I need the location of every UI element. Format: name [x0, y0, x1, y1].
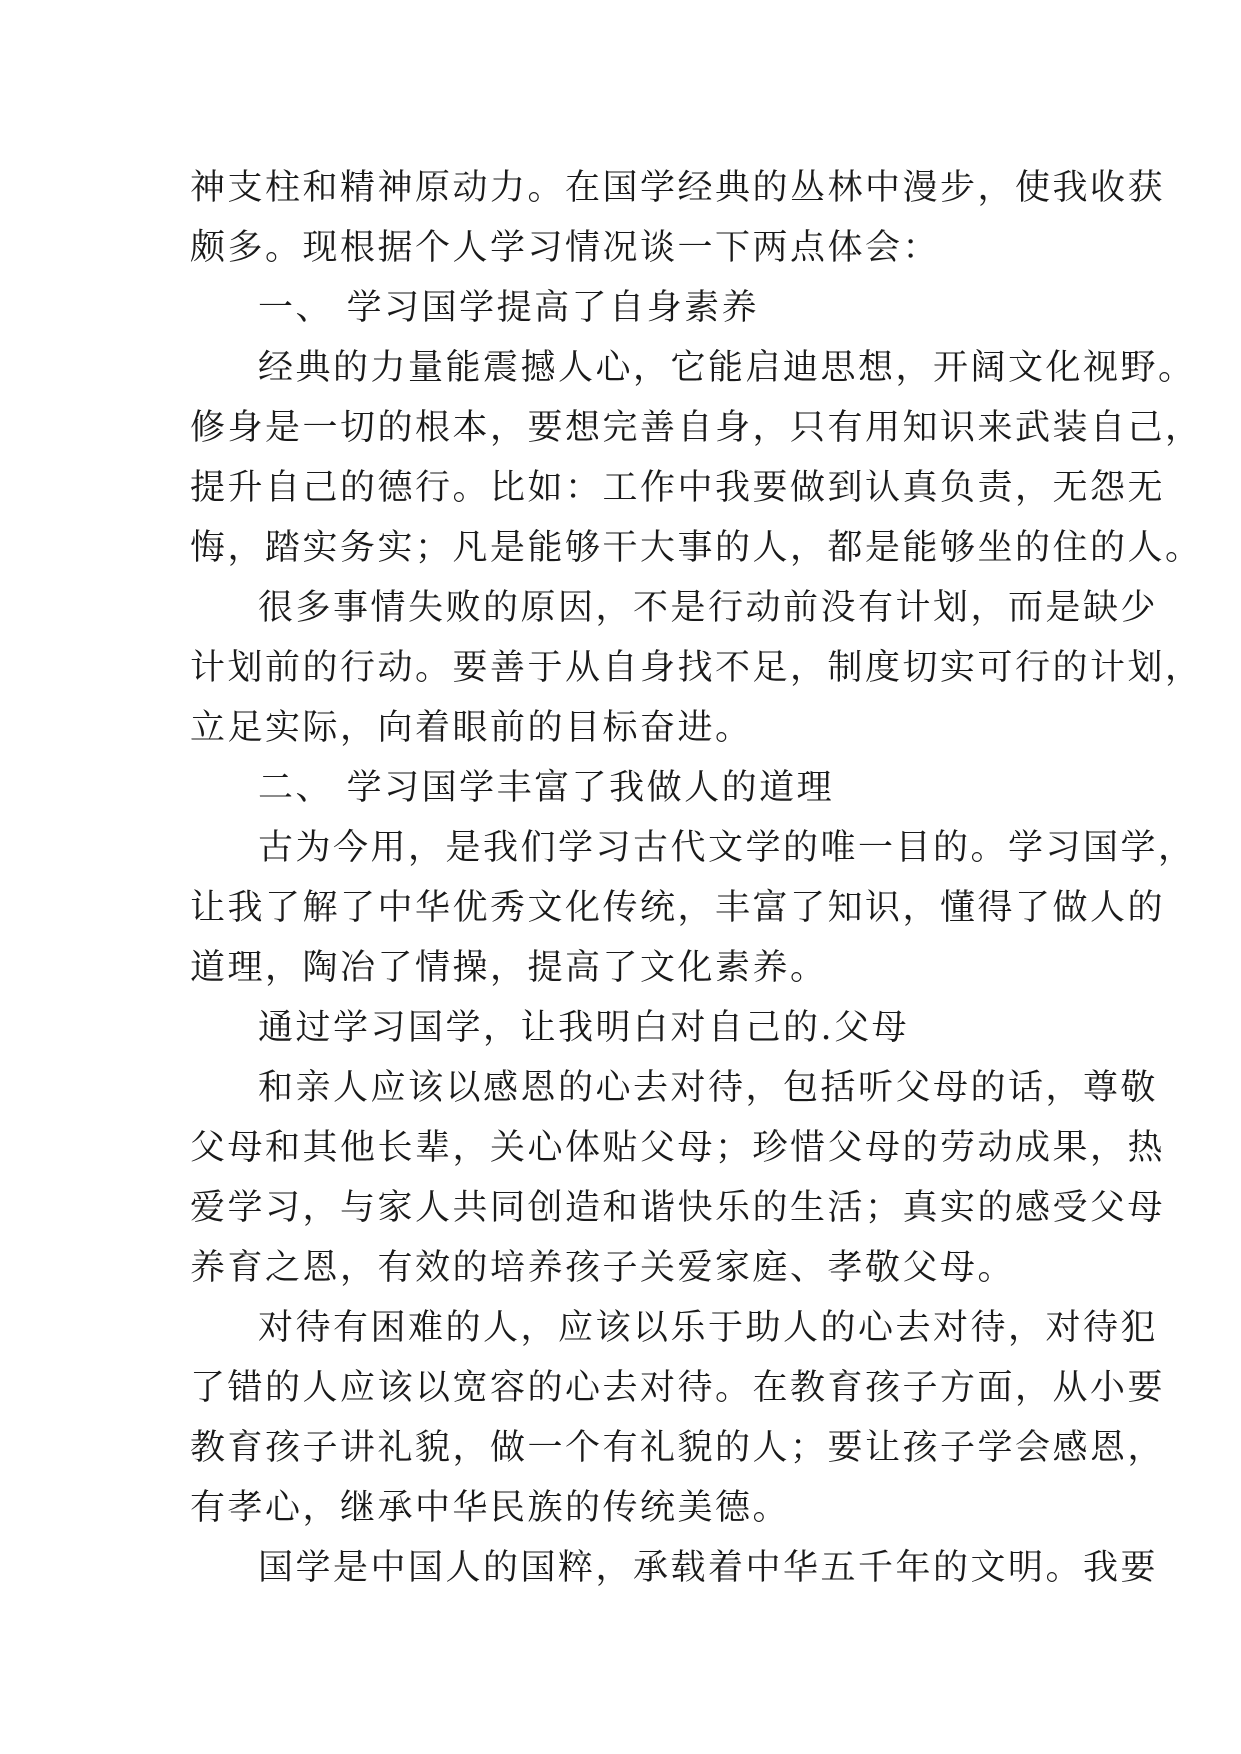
text-line-18: 爱学习，与家人共同创造和谐快乐的生活；真实的感受父母: [190, 1188, 1166, 1228]
text-line-15: 通过学习国学，让我明白对自己的.父母: [258, 1008, 910, 1048]
section-heading-2: 二、 学习国学丰富了我做人的道理: [258, 768, 835, 808]
text-line-12: 古为今用，是我们学习古代文学的唯一目的。学习国学，: [258, 828, 1196, 868]
text-line-1: 神支柱和精神原动力。在国学经典的丛林中漫步，使我收获: [190, 168, 1166, 208]
text-line-19: 养育之恩，有效的培养孩子关爱家庭、孝敬父母。: [190, 1248, 1016, 1288]
text-line-9: 计划前的行动。要善于从自身找不足，制度切实可行的计划，: [190, 648, 1203, 688]
text-line-21: 了错的人应该以宽容的心去对待。在教育孩子方面，从小要: [190, 1368, 1166, 1408]
text-line-2: 颇多。现根据个人学习情况谈一下两点体会：: [190, 228, 941, 268]
text-line-4: 经典的力量能震撼人心，它能启迪思想，开阔文化视野。: [258, 348, 1196, 388]
text-line-16: 和亲人应该以感恩的心去对待，包括听父母的话，尊敬: [258, 1068, 1159, 1108]
text-line-24: 国学是中国人的国粹，承载着中华五千年的文明。我要: [258, 1548, 1159, 1588]
text-line-7: 悔，踏实务实；凡是能够干大事的人，都是能够坐的住的人。: [190, 528, 1203, 568]
text-line-23: 有孝心，继承中华民族的传统美德。: [190, 1488, 791, 1528]
section-heading-1: 一、 学习国学提高了自身素养: [258, 288, 760, 328]
text-line-20: 对待有困难的人，应该以乐于助人的心去对待，对待犯: [258, 1308, 1159, 1348]
text-line-13: 让我了解了中华优秀文化传统，丰富了知识，懂得了做人的: [190, 888, 1166, 928]
text-line-8: 很多事情失败的原因，不是行动前没有计划，而是缺少: [258, 588, 1159, 628]
document-body: [190, 158, 1203, 1598]
text-line-17: 父母和其他长辈，关心体贴父母；珍惜父母的劳动成果，热: [190, 1128, 1166, 1168]
text-line-6: 提升自己的德行。比如：工作中我要做到认真负责，无怨无: [190, 468, 1166, 508]
text-line-10: 立足实际，向着眼前的目标奋进。: [190, 708, 753, 748]
text-line-5: 修身是一切的根本，要想完善自身，只有用知识来武装自己，: [190, 408, 1203, 448]
text-line-14: 道理，陶冶了情操，提高了文化素养。: [190, 948, 828, 988]
text-line-22: 教育孩子讲礼貌，做一个有礼貌的人；要让孩子学会感恩，: [190, 1428, 1166, 1468]
